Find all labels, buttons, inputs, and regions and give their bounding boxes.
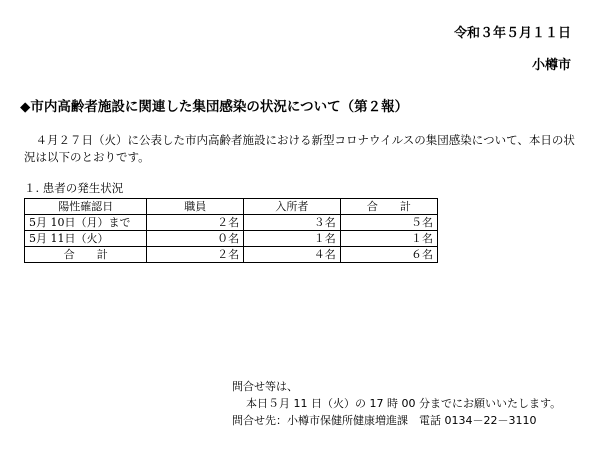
table-header-cell: 職員 [147, 199, 244, 215]
table-cell: ２名 [147, 247, 244, 263]
table-cell: ５名 [340, 215, 437, 231]
table-cell-date: 5月 11日（火） [25, 231, 147, 247]
contact-block [232, 378, 561, 429]
table-cell: ６名 [340, 247, 437, 263]
table-header-cell: 陽性確認日 [25, 199, 147, 215]
table-cell: ０名 [147, 231, 244, 247]
table-cell-date: 5月 10日（月）まで [25, 215, 147, 231]
table-cell: ２名 [147, 215, 244, 231]
contact-intro: 問合せ等は、 [232, 380, 298, 393]
table-row [25, 231, 438, 247]
intro-paragraph: ４月２７日（火）に公表した市内高齢者施設における新型コロナウイルスの集団感染について、本日の状況は以下のとおりです。 [24, 133, 575, 164]
patient-status-table [24, 198, 438, 263]
issuing-organization: 小樽市 [531, 58, 571, 73]
table-row [25, 215, 438, 231]
table-cell: １名 [340, 231, 437, 247]
section-heading: １. 患者の発生状況 [24, 181, 124, 195]
table-cell: ４名 [244, 247, 341, 263]
table-total-row [25, 247, 438, 263]
contact-deadline: 本日５月 11 日（火）の 17 時 00 分までにお願いいたします。 [246, 397, 562, 410]
document-date: 令和３年５月１１日 [453, 26, 571, 41]
table-header-row [25, 199, 438, 215]
table-cell: １名 [244, 231, 341, 247]
table-cell-total-label: 合 計 [25, 247, 147, 263]
table-header-cell: 入所者 [244, 199, 341, 215]
contact-details: 問合せ先：小樽市保健所健康増進課 電話 0134－22－3110 [232, 414, 537, 427]
document-title: ◆市内高齢者施設に関連した集団感染の状況について（第２報） [20, 99, 409, 115]
table-cell: ３名 [244, 215, 341, 231]
table-header-cell: 合 計 [340, 199, 437, 215]
